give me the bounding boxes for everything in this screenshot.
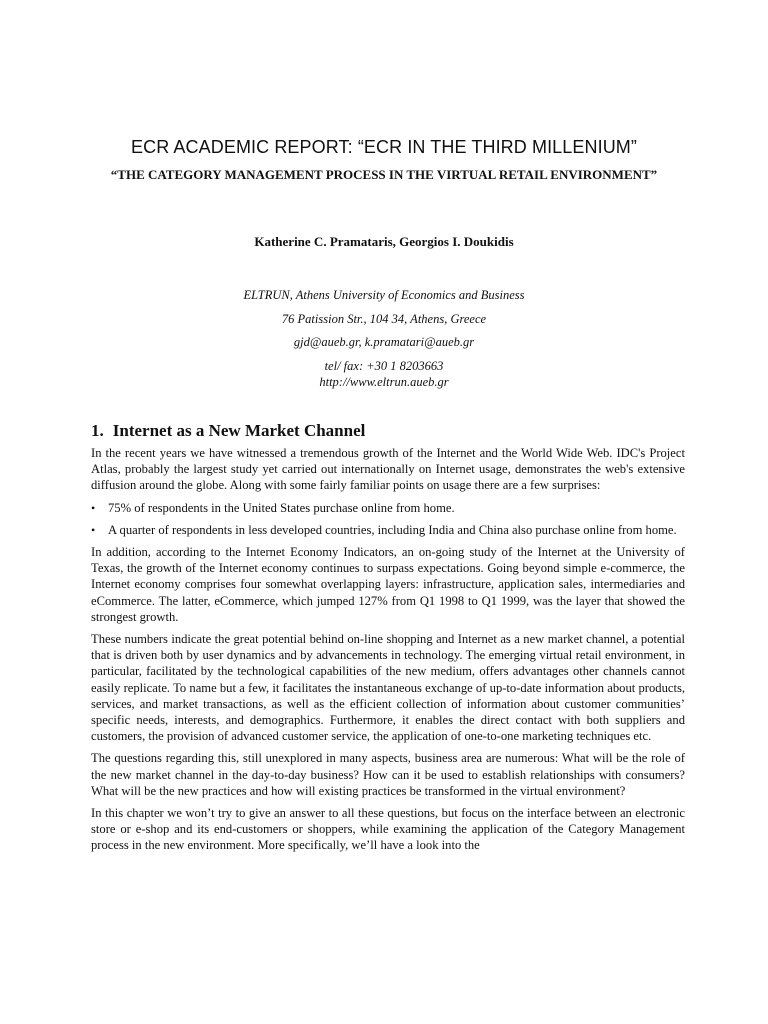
affiliation-tel-fax: tel/ fax: +30 1 8203663 <box>324 359 444 373</box>
intro-paragraph: In the recent years we have witnessed a tremendous growth of the Internet and the World Wide Web. IDC's Project Atlas, probably the largest study yet carried out internationally on Internet usage, demonstrates the web's extensive diffusion around the globe. Along with some fairly familiar points on usage there are a few surprises: <box>91 446 685 493</box>
section-body <box>91 445 685 860</box>
bullet-item <box>91 500 685 516</box>
affiliation-organization: ELTRUN, Athens University of Economics and Business <box>243 288 525 302</box>
bullet-text: 75% of respondents in the United States purchase online from home. <box>108 500 455 515</box>
report-subtitle: “THE CATEGORY MANAGEMENT PROCESS IN THE VIRTUAL RETAIL ENVIRONMENT” <box>110 167 658 182</box>
paragraph: In addition, according to the Internet Economy Indicators, an on-going study of the Internet at the University of Texas, the growth of the Internet economy continues to surpass expectations. Going beyond simple e-commerce, the Internet economy comprises four somewhat overlapping layers: infrastructure, application sales, intermediaries and eCommerce. The latter, eCommerce, which jumped 127% from Q1 1998 to Q1 1999, was the layer that showed the strongest growth. <box>91 545 685 624</box>
paragraph: The questions regarding this, still unexplored in many aspects, business area are numerous: What will be the role of the new market channel in the day-to-day business? How can it be used to establish relationships with consumers? What will be the new practices and how will existing practices be transformed in the virtual environment? <box>91 751 685 798</box>
affiliation-email: gjd@aueb.gr, k.pramatari@aueb.gr <box>293 335 475 349</box>
report-title: ECR ACADEMIC REPORT: “ECR IN THE THIRD MILLENIUM” <box>131 137 637 157</box>
paragraph: In this chapter we won’t try to give an answer to all these questions, but focus on the interface between an electronic store or e-shop and its end-customers or shoppers, while examining the application of the Category Management process in the new environment. More specifically, we’ll have a look into the <box>91 806 685 853</box>
bullet-text: A quarter of respondents in less developed countries, including India and China also purchase online from home. <box>108 522 677 537</box>
bullet-item <box>91 522 685 538</box>
bullet-list <box>91 500 685 538</box>
section-heading <box>91 421 365 441</box>
affiliation-address: 76 Patission Str., 104 34, Athens, Greece <box>281 312 487 326</box>
section-title: Internet as a New Market Channel <box>112 421 366 440</box>
paragraph: These numbers indicate the great potential behind on-line shopping and Internet as a new market channel, a potential that is driven both by user dynamics and by advancements in technology. The emerging virtual retail environment, in particular, facilitated by the technological capabilities of the new medium, offers advantages other channels cannot easily replicate. To name but a few, it facilitates the instantaneous exchange of up-to-date information about products, services, and market transactions, as well as the efficient collection of information about customer communities’ specific needs, interests, and demographics. Furthermore, it enables the direct contact with both suppliers and customers, the provision of advanced customer service, the application of one-to-one marketing techniques etc. <box>91 632 685 744</box>
section-number: 1. <box>91 421 104 440</box>
affiliation-url: http://www.eltrun.aueb.gr <box>319 375 449 389</box>
authors: Katherine C. Pramataris, Georgios I. Doukidis <box>254 234 514 249</box>
bullet-icon: • <box>91 500 96 515</box>
bullet-icon: • <box>91 522 96 537</box>
